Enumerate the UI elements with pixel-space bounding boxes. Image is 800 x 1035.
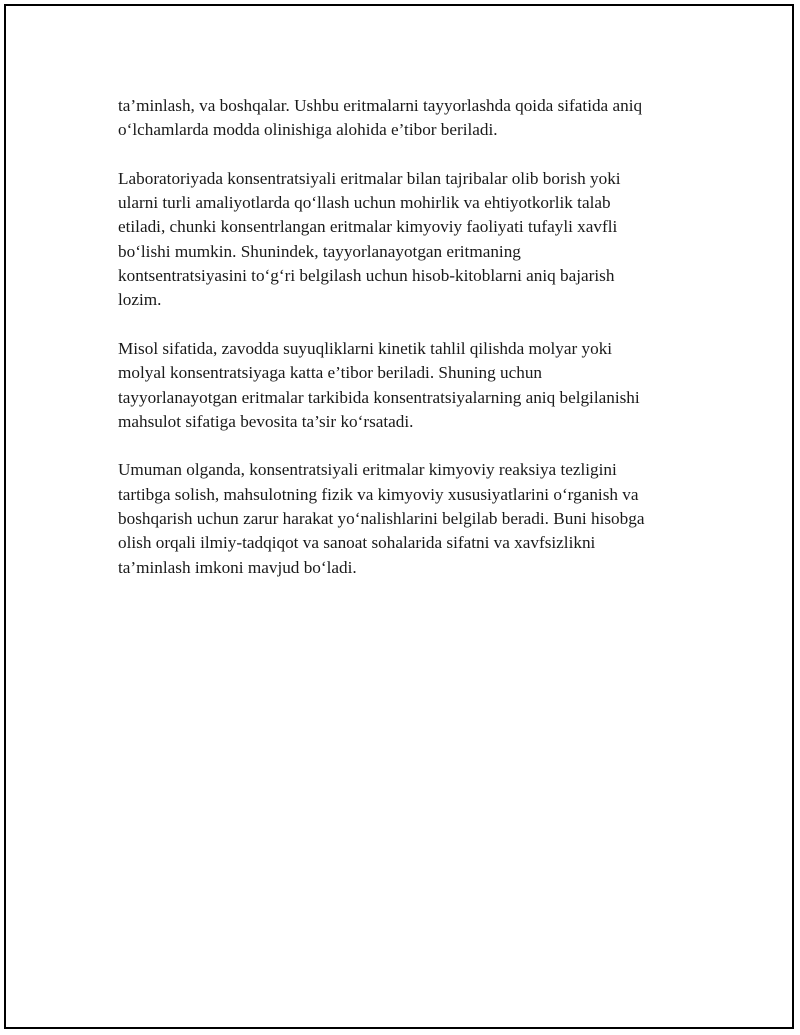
paragraph-4 — [118, 458, 698, 579]
text-line: o‘lchamlarda modda olinishiga alohida e’tibor beriladi. — [118, 120, 498, 140]
text-line: lozim. — [118, 290, 162, 310]
paragraph-3 — [118, 337, 698, 434]
text-line: Laboratoriyada konsentratsiyali eritmalar bilan tajribalar olib borish yoki — [118, 168, 621, 188]
text-line: Misol sifatida, zavodda suyuqliklarni kinetik tahlil qilishda molyar yoki — [118, 338, 613, 358]
text-line: ta’minlash imkoni mavjud bo‘ladi. — [118, 557, 357, 577]
text-line: boshqarish uchun zarur harakat yo‘nalishlarini belgilab beradi. Buni hisobga — [118, 509, 645, 529]
text-line: tayyorlanayotgan eritmalar tarkibida konsentratsiyalarning aniq belgilanishi — [118, 387, 640, 407]
document-body — [118, 94, 698, 604]
text-line: Umuman olganda, konsentratsiyali eritmalar kimyoviy reaksiya tezligini — [118, 460, 617, 480]
text-line: ularni turli amaliyotlarda qo‘llash uchun mohirlik va ehtiyotkorlik talab — [118, 193, 611, 213]
paragraph-1 — [118, 94, 698, 143]
text-line: bo‘lishi mumkin. Shunindek, tayyorlanayotgan eritmaning — [118, 241, 521, 261]
text-line: olish orqali ilmiy-tadqiqot va sanoat sohalarida sifatni va xavfsizlikni — [118, 533, 596, 553]
text-line: molyal konsentratsiyaga katta e’tibor beriladi. Shuning uchun — [118, 363, 543, 383]
text-line: mahsulot sifatiga bevosita ta’sir ko‘rsatadi. — [118, 411, 414, 431]
text-line: tartibga solish, mahsulotning fizik va kimyoviy xususiyatlarini o‘rganish va — [118, 484, 639, 504]
paragraph-2 — [118, 167, 698, 313]
text-line: etiladi, chunki konsentrlangan eritmalar kimyoviy faoliyati tufayli xavfli — [118, 217, 618, 237]
text-line: ta’minlash, va boshqalar. Ushbu eritmalarni tayyorlashda qoida sifatida aniq — [118, 96, 643, 115]
text-line: kontsentratsiyasini to‘g‘ri belgilash uchun hisob-kitoblarni aniq bajarish — [118, 266, 615, 286]
